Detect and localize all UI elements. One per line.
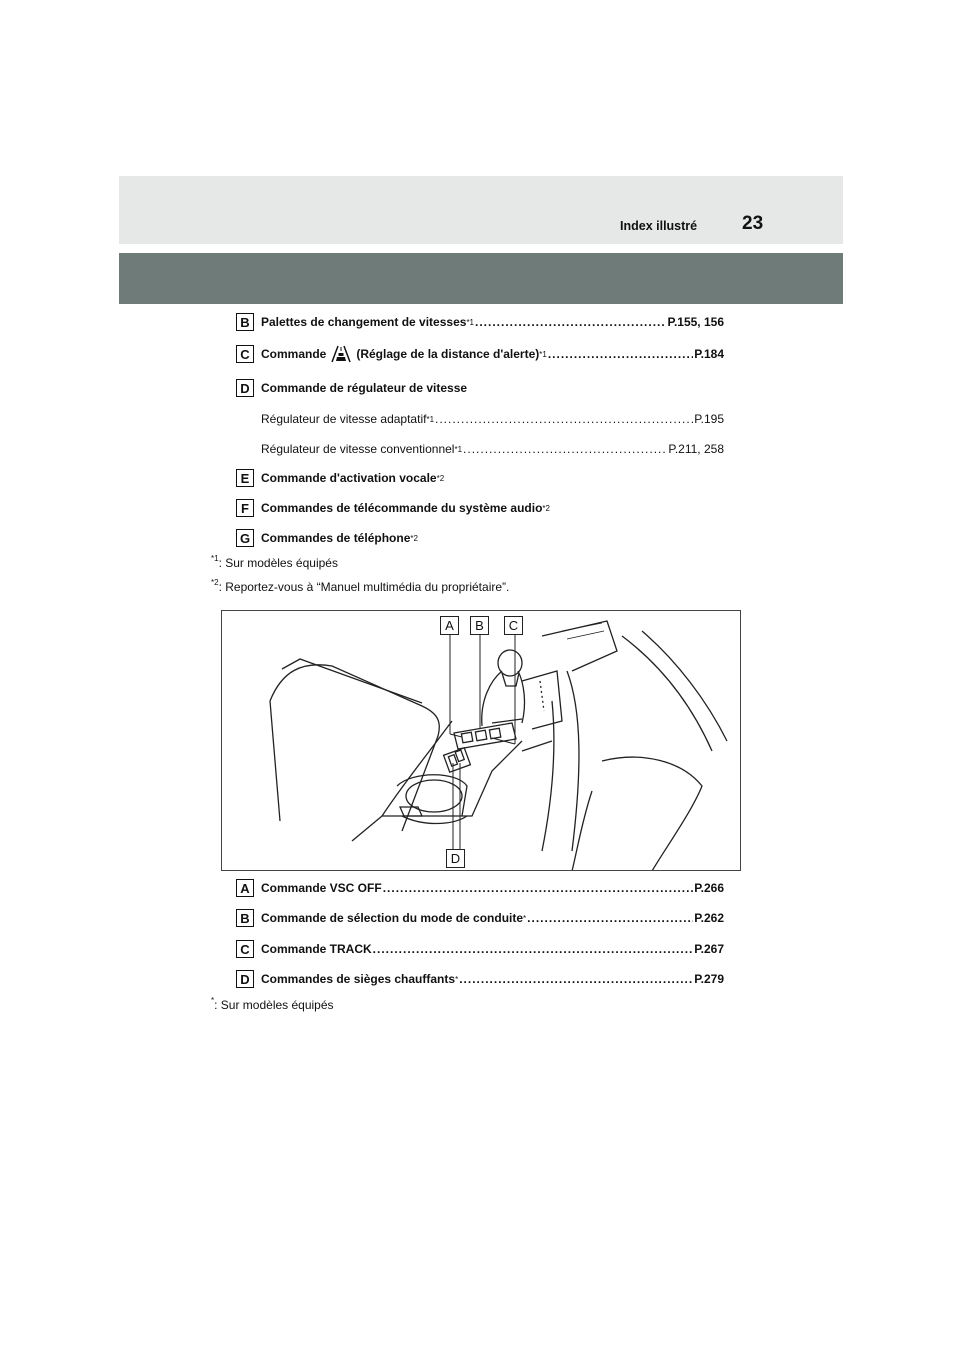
page-ref: P.267 [694, 942, 724, 956]
letter-box: D [236, 379, 254, 397]
header-dark-band [119, 253, 843, 304]
footnote: $^{*1}$: Sur modèles équipés [211, 554, 338, 570]
footnote: $^{*2}$: Reportez-vous à “Manuel multimédia du propriétaire”. [211, 578, 510, 594]
entry-adaptive-cruise: Régulateur de vitesse adaptatif *1 ..... P.195 [261, 409, 724, 429]
page-ref: P.262 [694, 911, 724, 925]
callout-c: C [504, 616, 523, 635]
page-ref: P.184 [694, 347, 724, 361]
section-title: Index illustré [620, 219, 698, 233]
entry-cruise-control-switch: D Commande de régulateur de vitesse [236, 378, 724, 398]
footnote: *: Sur modèles équipés [211, 996, 334, 1012]
page-number: 23 [742, 213, 764, 234]
letter-box: D [236, 970, 254, 988]
letter-box: E [236, 469, 254, 487]
page-ref: P.155, 156 [667, 315, 724, 329]
entry-audio-remote: F Commandes de télécommande du système audio *2 [236, 498, 724, 518]
letter-box: C [236, 345, 254, 363]
letter-box: G [236, 529, 254, 547]
entry-paddle-shifters: B Palettes de changement de vitesses *1 ..... P.155, 156 [236, 312, 724, 332]
entry-seat-heaters: D Commandes de sièges chauffants * ..... P.279 [236, 969, 724, 989]
page-ref: P.195 [694, 412, 724, 426]
page-ref: P.211, 258 [668, 442, 724, 456]
entry-phone-switches: G Commandes de téléphone *2 [236, 528, 724, 548]
callout-leaders [222, 611, 741, 871]
header-band [119, 176, 843, 244]
entry-conventional-cruise: Régulateur de vitesse conventionnel *1 ..... P.211, 258 [261, 439, 724, 459]
page-ref: P.266 [694, 881, 724, 895]
letter-box: B [236, 909, 254, 927]
callout-d: D [446, 849, 465, 868]
letter-box: A [236, 879, 254, 897]
entry-drive-mode-select: B Commande de sélection du mode de conduite * ..... P.262 [236, 908, 724, 928]
letter-box: C [236, 940, 254, 958]
page-ref: P.279 [694, 972, 724, 986]
callout-b: B [470, 616, 489, 635]
letter-box: B [236, 313, 254, 331]
entry-track-switch: C Commande TRACK ..... P.267 [236, 939, 724, 959]
entry-vsc-off: A Commande VSC OFF ..... P.266 [236, 878, 724, 898]
entry-voice-activation: E Commande d'activation vocale *2 [236, 468, 724, 488]
letter-box: F [236, 499, 254, 517]
lane-departure-icon [330, 345, 352, 363]
callout-a: A [440, 616, 459, 635]
entry-distance-alert-switch: C Commande (Réglage de la distance d'alerte) *1 ..... P.184 [236, 344, 724, 364]
center-console-illustration [221, 610, 741, 871]
